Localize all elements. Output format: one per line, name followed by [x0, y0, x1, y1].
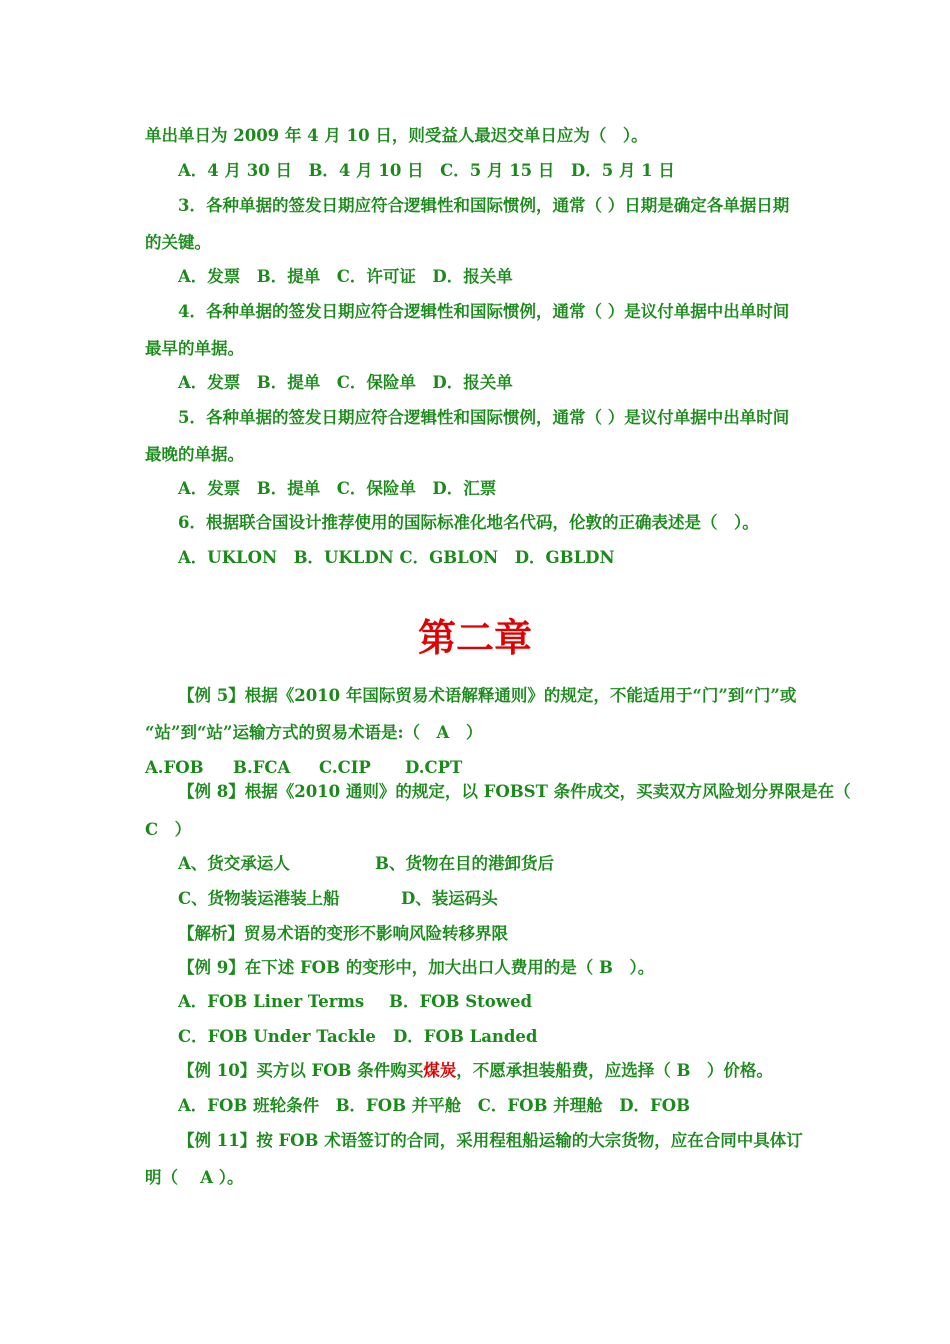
- example-5: 【例 5】根据《2010 年国际贸易术语解释通则》的规定，不能适用于“门”到“门”或: [178, 686, 797, 705]
- question-4: 4．各种单据的签发日期应符合逻辑性和国际惯例，通常（ ）是议付单据中出单时间: [178, 302, 790, 321]
- text-line: 单出单日为 2009 年 4 月 10 日，则受益人最迟交单日应为（ ）。: [145, 126, 648, 145]
- example-10-options: A．FOB 班轮条件 B．FOB 并平舱 C．FOB 并理舱 D．FOB: [178, 1096, 691, 1115]
- option-d: D、装运码头: [401, 889, 498, 908]
- example-8: 【例 8】根据《2010 通则》的规定，以 FOBST 条件成交，买卖双方风险划分界限是在（: [178, 782, 851, 801]
- question-4-cont: 最早的单据。: [145, 339, 244, 358]
- option-c: C．FOB Under Tackle: [178, 1027, 376, 1046]
- question-5-options: A．发票 B．提单 C．保险单 D．汇票: [178, 479, 497, 498]
- example-8-options-row2: [178, 888, 498, 910]
- option-a: A．FOB Liner Terms: [178, 992, 365, 1011]
- question-6-options: A．UKLON B．UKLDN C．GBLON D．GBLDN: [178, 548, 615, 567]
- option-b: B.FCA: [233, 758, 291, 777]
- option-a: A.FOB: [145, 758, 204, 777]
- example-9-options-row1: [178, 991, 532, 1013]
- question-options: A．4 月 30 日 B．4 月 10 日 C．5 月 15 日 D．5 月 1 日: [178, 161, 675, 180]
- option-a: A、货交承运人: [178, 854, 290, 873]
- example-8-options-row1: [178, 853, 554, 875]
- analysis-note: 【解析】贸易术语的变形不影响风险转移界限: [178, 924, 508, 943]
- question-3-options: A．发票 B．提单 C．许可证 D．报关单: [178, 267, 513, 286]
- highlight-word: 煤炭: [423, 1061, 457, 1080]
- question-6: 6．根据联合国设计推荐使用的国际标准化地名代码，伦敦的正确表述是（ ）。: [178, 513, 759, 532]
- example-5-options: [145, 757, 462, 779]
- option-d: D．FOB Landed: [393, 1027, 538, 1046]
- option-b: B．FOB Stowed: [389, 992, 533, 1011]
- example-8-cont: C ）: [145, 820, 192, 839]
- example-10-pre: 【例 10】买方以 FOB 条件购买: [178, 1061, 424, 1080]
- chapter-title: 第二章: [417, 615, 532, 660]
- question-3: 3．各种单据的签发日期应符合逻辑性和国际惯例，通常（ ）日期是确定各单据日期: [178, 196, 790, 215]
- option-b: B、货物在目的港卸货后: [375, 854, 554, 873]
- example-10: [178, 1060, 773, 1082]
- example-9-options-row2: [178, 1026, 537, 1048]
- question-5-cont: 最晚的单据。: [145, 445, 244, 464]
- example-9: 【例 9】在下述 FOB 的变形中，加大出口人费用的是（ B ）。: [178, 958, 655, 977]
- example-5-cont: “站”到“站”运输方式的贸易术语是:（ A ）: [145, 723, 483, 742]
- option-c: C.CIP: [319, 758, 371, 777]
- question-5: 5．各种单据的签发日期应符合逻辑性和国际惯例，通常（ ）是议付单据中出单时间: [178, 408, 790, 427]
- question-4-options: A．发票 B．提单 C．保险单 D．报关单: [178, 373, 513, 392]
- option-c: C、货物装运港装上船: [178, 889, 340, 908]
- example-11: 【例 11】按 FOB 术语签订的合同，采用程租船运输的大宗货物，应在合同中具体订: [178, 1131, 803, 1150]
- example-10-post: ，不愿承担装船费，应选择（ B ）价格。: [456, 1061, 773, 1080]
- question-3-cont: 的关键。: [145, 233, 211, 252]
- option-d: D.CPT: [405, 758, 463, 777]
- example-11-cont: 明（ A ）。: [145, 1168, 244, 1187]
